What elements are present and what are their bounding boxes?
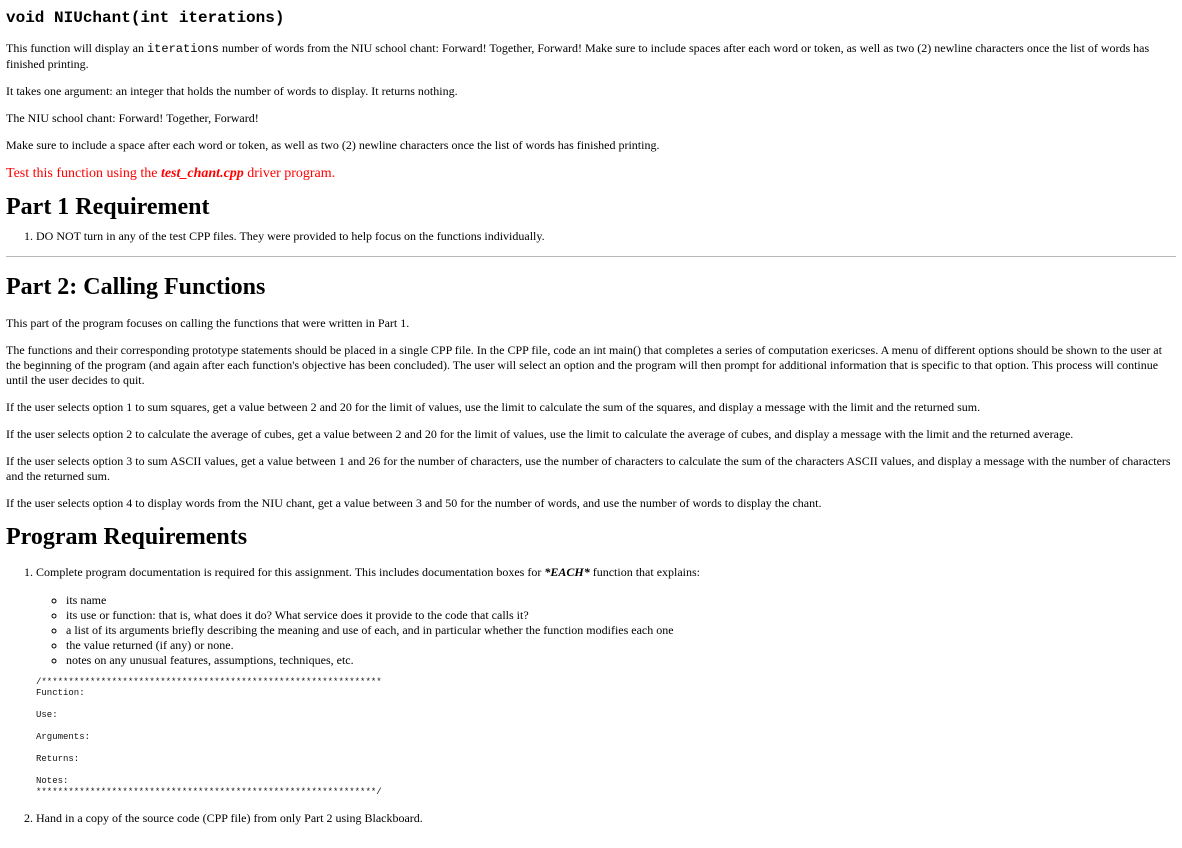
part2-heading: Part 2: Calling Functions [6,274,266,300]
doc-returns-label: Returns: [36,754,80,764]
chant-text: The NIU school chant: Forward! Together, Forward! [6,111,259,125]
bullet-item: ◦ the value returned (if any) or none. [66,638,1176,653]
requirement-item-handin: 2. Hand in a copy of the source code (CPP file) from only Part 2 using Blackboard. [36,811,1176,826]
part2-paragraph: If the user selects option 3 to sum ASCII values, get a value between 1 and 26 for the number of characters, use the number of characters to calculate the sum of the characters ASCII values, and display a message with the number of characters and the returned sum. [6,454,1171,483]
function-signature-heading: void NIUchant(int iterations) [6,9,285,27]
part2-paragraph: If the user selects option 4 to display words from the NIU chant, get a value between 3 and 50 for the number of words, and use the number of words to display the chant. [6,496,822,510]
part2-paragraph: If the user selects option 2 to calculate the average of cubes, get a value between 2 and 20 for the limit of values, use the limit to calculate the average of cubes, and display a message with the limit and the returned average. [6,427,1074,441]
part1-heading: Part 1 Requirement [6,194,210,220]
part2-paragraph: If the user selects option 1 to sum squares, get a value between 2 and 20 for the limit of values, use the limit to calculate the sum of the squares, and display a message with the limit and the returned sum. [6,400,981,414]
requirement-item-documentation [36,565,1176,798]
documentation-box-template [36,677,1176,798]
part2-paragraph: The functions and their corresponding prototype statements should be placed in a single CPP file. In the CPP file, code an int main() that completes a series of computation exericses. A menu of different options should be shown to the user at the beginning of the program (and again after each function's objective has been concluded). The user will select an option and the program will then prompt for additional information that is specific to that option. This process will continue until the user decides to quit. [6,343,1162,387]
divider [6,256,1176,257]
argument-description: It takes one argument: an integer that holds the number of words to display. It returns nothing. [6,84,458,98]
test-file-name: test_chant.cpp [160,166,244,181]
function-description [6,41,1176,72]
newline-note: Make sure to include a space after each word or token, as well as two (2) newline characters once the list of words has finished printing. [6,138,660,152]
part1-list [6,229,1176,244]
part2-paragraph: This part of the program focuses on calling the functions that were written in Part 1. [6,316,410,330]
description-text: This function will display an [6,41,147,55]
doc-use-label: Use: [36,710,58,720]
doc-box-top: /*************************************************************** [36,677,382,687]
iterations-code: iterations [146,42,219,56]
each-emphasis: *EACH* [544,565,590,579]
doc-arguments-label: Arguments: [36,732,91,742]
description-text-continued: number of words from the NIU school chant: Forward! Together, Forward! Make sure to include spaces after each word or token, as well as two (2) newline characters once the list of words has finished printing. [6,41,1150,71]
requirement-text: Complete program documentation is required for this assignment. This includes documentation boxes for [36,565,545,579]
documentation-bullets [36,593,1176,668]
bullet-item: ◦ its name [66,593,1176,608]
program-requirements-list [6,565,1176,826]
part1-item: 1. DO NOT turn in any of the test CPP files. They were provided to help focus on the functions individually. [36,229,1176,244]
doc-function-label: Function: [36,688,85,698]
bullet-item: ◦ its use or function: that is, what does it do? What service does it provide to the code that calls it? [66,608,1176,623]
test-text: Test this function using the [6,166,161,181]
doc-box-bottom: ***************************************************************/ [36,787,382,797]
test-instruction [6,166,1176,182]
requirement-text-end: function that explains: [589,565,701,579]
bullet-item: ◦ a list of its arguments briefly describing the meaning and use of each, and in particular whether the function modifies each one [66,623,1176,638]
bullet-item: ◦ notes on any unusual features, assumptions, techniques, etc. [66,653,1176,668]
doc-notes-label: Notes: [36,776,69,786]
program-requirements-heading: Program Requirements [6,524,248,550]
test-text-end: driver program. [243,166,336,181]
